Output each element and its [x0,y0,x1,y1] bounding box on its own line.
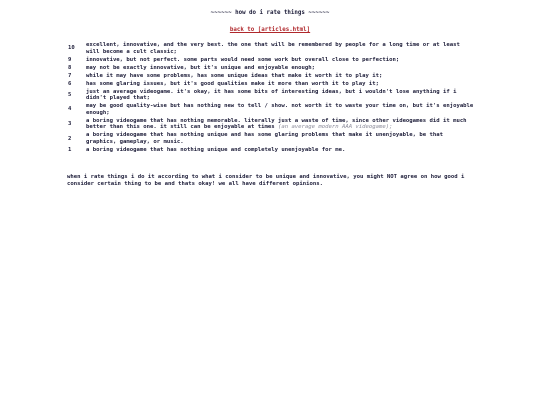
rating-row-9 [66,57,476,65]
rating-row-8 [66,65,476,73]
footer-note: when i rate things i do it according to what i consider to be unique and innovative, you might NOT agree on how good i consider certain thing to be and thats okay! we all have different opinions. [67,174,465,187]
rating-row-1 [66,147,476,155]
rating-score: 2 [68,135,72,142]
ratings-table [66,42,476,155]
rating-score: 5 [68,91,72,98]
rating-description: just an average videogame. it's okay, it has some bits of interesting ideas, but i wouldn't lose anything if i didn't played that; [86,88,457,102]
rating-description-text: a boring videogame that has nothing memorable. literally just a waste of time, since other videogames did it much better than this one. it still can be enjoyable at times [86,117,467,131]
back-to-articles-link[interactable]: back to [articles.html] [229,27,311,33]
rating-score: 9 [68,56,72,63]
rating-description: excellent, innovative, and the very best. the one that will be remembered by people for a long time or at least will become a cult classic; [86,42,460,55]
rating-score: 3 [68,120,72,127]
rating-description: a boring videogame that has nothing unique and completely unenjoyable for me. [86,146,346,153]
page-title: ~~~~~~ how do i rate things ~~~~~~ [210,10,330,16]
rating-row-3 [66,118,476,133]
rating-score: 1 [68,146,72,153]
rating-score: 6 [68,80,72,87]
rating-description: has some glaring issues, but it's good qualities make it more than worth it to play it; [86,80,379,87]
rating-row-6 [66,81,476,89]
rating-description: may not be exactly innovative, but it's unique and enjoyable enough; [86,64,316,71]
rating-aside: (an average modern AAA videogame); [277,124,393,131]
rating-description: while it may have some problems, has some unique ideas that make it worth it to play it; [86,72,383,79]
rating-description: innovative, but not perfect. some parts would need some work but overall close to perfection; [86,56,400,63]
rating-description: may be good quality-wise but has nothing new to tell / show. not worth it to waste your time on, but it's enjoyable enough; [86,103,474,116]
rating-score: 4 [68,106,72,113]
rating-description [86,118,476,133]
rating-row-7 [66,73,476,81]
rating-description: a boring videogame that has nothing unique and has some glaring problems that make it unenjoyable, be that graphics, gameplay, or music. [86,132,443,145]
rating-row-4 [66,103,476,118]
back-link-container [0,27,540,34]
rating-score: 10 [68,45,75,52]
rating-row-10 [66,42,476,57]
rating-score: 7 [68,72,72,79]
rating-row-5 [66,89,476,104]
rating-score: 8 [68,64,72,71]
rating-row-2 [66,132,476,147]
